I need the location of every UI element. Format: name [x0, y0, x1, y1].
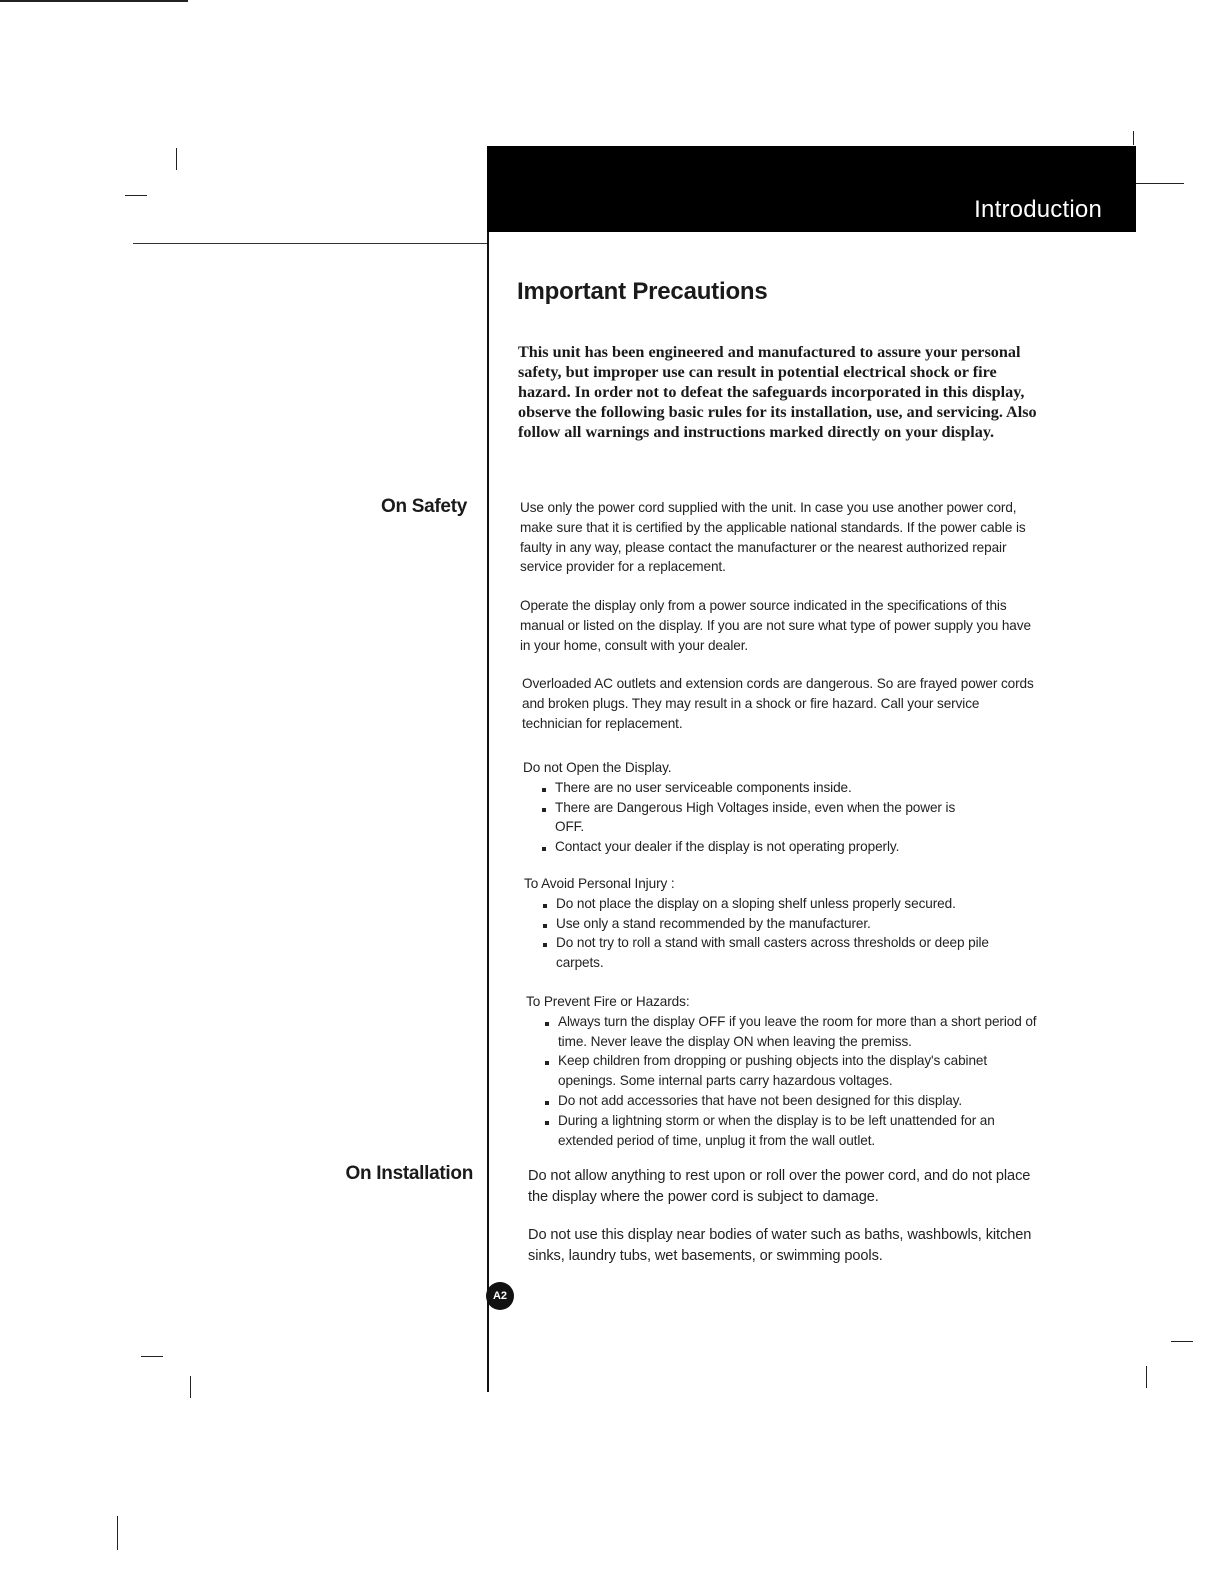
- list-item: There are no user serviceable components inside.: [541, 778, 1033, 798]
- on-installation-heading: On Installation: [345, 1163, 473, 1184]
- crop-mark: [176, 148, 177, 170]
- fire-hazards-list: [526, 1012, 1046, 1151]
- crop-mark: [125, 195, 147, 196]
- page-title: Important Precautions: [517, 278, 768, 305]
- crop-mark: [1146, 1366, 1147, 1388]
- crop-mark: [1133, 131, 1134, 145]
- open-display-lead: Do not Open the Display.: [523, 760, 672, 775]
- personal-injury-lead: To Avoid Personal Injury :: [524, 876, 675, 891]
- crop-mark: [190, 1376, 191, 1398]
- list-item: Do not place the display on a sloping shelf unless properly secured.: [542, 894, 1034, 914]
- list-item: There are Dangerous High Voltages inside, even when the power is OFF.: [541, 798, 975, 838]
- open-display-list: [523, 778, 1033, 857]
- crop-mark: [1171, 1341, 1193, 1342]
- personal-injury-section: [524, 874, 1034, 973]
- crop-mark: [141, 1356, 163, 1357]
- crop-mark: [117, 1516, 118, 1550]
- open-display-section: [523, 758, 1033, 857]
- list-item: Do not try to roll a stand with small casters across thresholds or deep pile carpets.: [542, 933, 1034, 973]
- installation-paragraph-cord: Do not allow anything to rest upon or roll over the power cord, and do not place the display where the power cord is subject to damage.: [528, 1168, 1031, 1205]
- crop-mark: [0, 0, 188, 2]
- list-item: Do not add accessories that have not been designed for this display.: [544, 1091, 1046, 1111]
- safety-paragraph-power-cord: Use only the power cord supplied with the unit. In case you use another power cord, make sure that it is certified by the applicable national standards. If the power cable is faulty in any way, please contact the manufacturer or the nearest authorized repair service provider for a replacement.: [520, 500, 1026, 575]
- on-safety-heading: On Safety: [381, 496, 467, 517]
- list-item: Contact your dealer if the display is not operating properly.: [541, 837, 1033, 857]
- page-number-badge: A2: [486, 1282, 514, 1310]
- left-divider-line: [133, 243, 487, 244]
- personal-injury-list: [524, 894, 1034, 973]
- section-header-bar: [487, 146, 1136, 232]
- list-item: During a lightning storm or when the display is to be left unattended for an extended period of time, unplug it from the wall outlet.: [544, 1111, 1046, 1151]
- safety-paragraph-outlets: Overloaded AC outlets and extension cords are dangerous. So are frayed power cords and broken plugs. They may result in a shock or fire hazard. Call your service technician for replacement.: [522, 676, 1034, 731]
- section-title: Introduction: [974, 196, 1102, 223]
- vertical-divider-line: [487, 232, 489, 1392]
- intro-paragraph: This unit has been engineered and manufactured to assure your personal safety, but improper use can result in potential electrical shock or fire hazard. In order not to defeat the safeguards incorporated in this display, observe the following basic rules for its installation, use, and servicing. Also follow all warnings and instructions marked directly on your display.: [518, 343, 1037, 441]
- list-item: Use only a stand recommended by the manufacturer.: [542, 914, 1034, 934]
- fire-hazards-section: [526, 992, 1046, 1150]
- list-item: Keep children from dropping or pushing objects into the display's cabinet openings. Some internal parts carry hazardous voltages.: [544, 1051, 1046, 1091]
- safety-paragraph-power-source: Operate the display only from a power source indicated in the specifications of this manual or listed on the display. If you are not sure what type of power supply you have in your home, consult with your dealer.: [520, 598, 1031, 653]
- crop-mark: [1136, 183, 1184, 184]
- list-item: Always turn the display OFF if you leave the room for more than a short period of time. Never leave the display ON when leaving the premiss.: [544, 1012, 1046, 1052]
- fire-hazards-lead: To Prevent Fire or Hazards:: [526, 994, 690, 1009]
- installation-paragraph-water: Do not use this display near bodies of water such as baths, washbowls, kitchen sinks, laundry tubs, wet basements, or swimming pools.: [528, 1227, 1032, 1264]
